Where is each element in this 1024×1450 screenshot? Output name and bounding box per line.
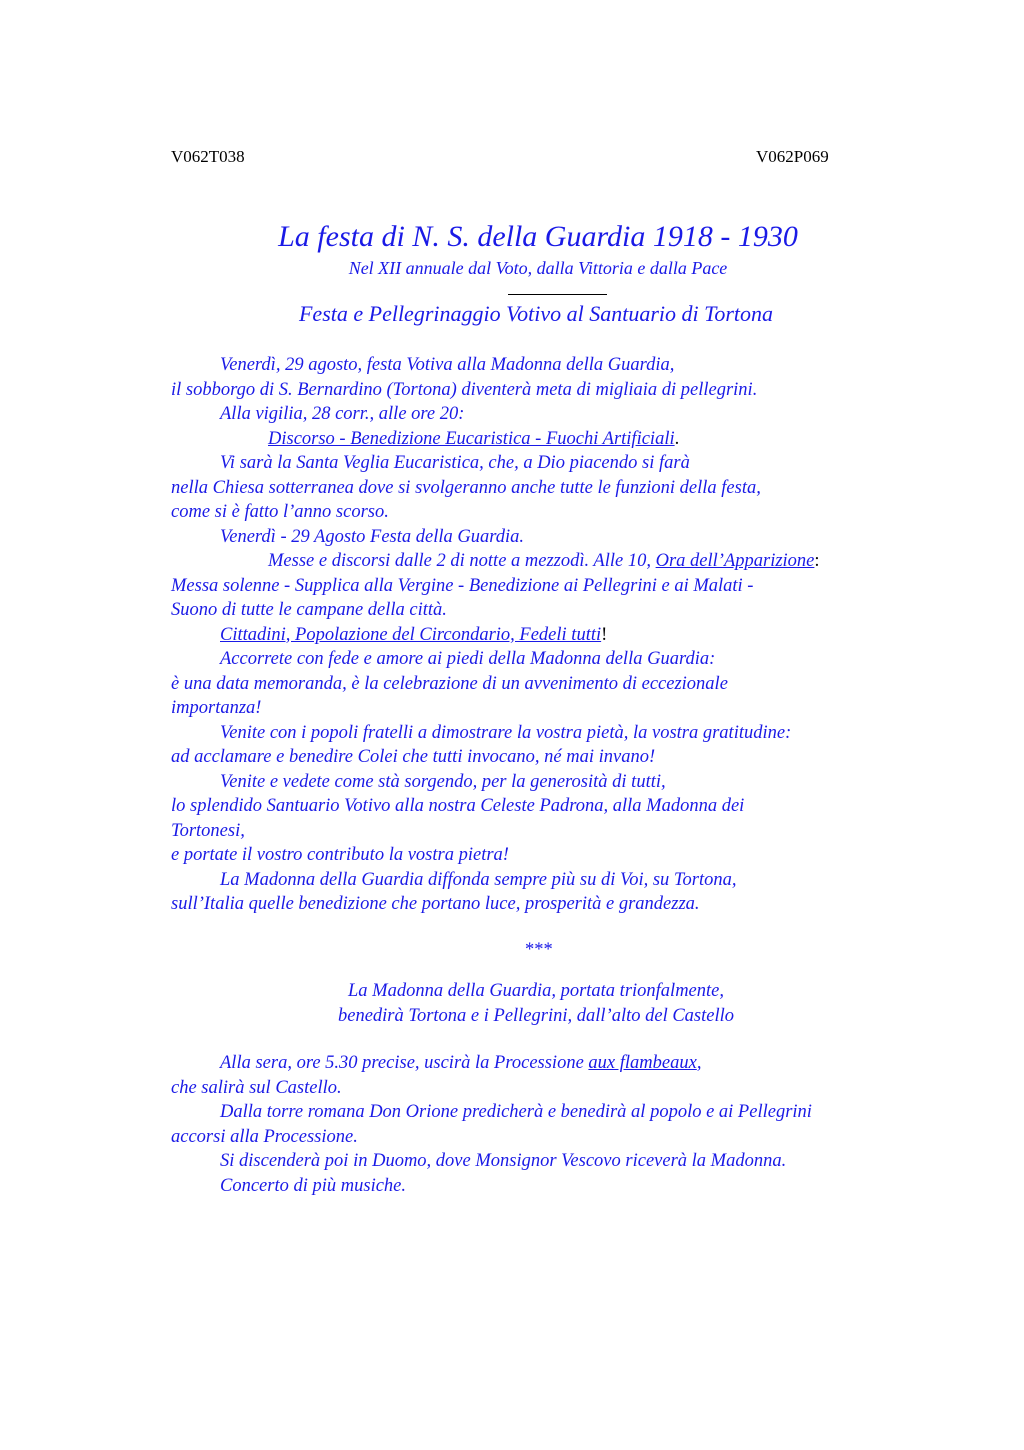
text-line: che salirà sul Castello.: [171, 1077, 342, 1098]
text-line: il sobborgo di S. Bernardino (Tortona) diventerà meta di migliaia di pellegrini.: [171, 379, 758, 400]
text-line: ad acclamare e benedire Colei che tutti invocano, né mai invano!: [171, 747, 656, 767]
underlined-text: Cittadini, Popolazione del Circondario, Fedeli tutti: [220, 624, 602, 645]
underlined-text: Ora dell’Apparizione: [655, 551, 815, 571]
section-separator: ***: [524, 940, 552, 960]
page-title: La festa di N. S. della Guardia 1918 - 1930: [278, 220, 798, 253]
punctuation: ,: [696, 1053, 702, 1073]
text-line: Accorrete con fede e amore ai piedi della Madonna della Guardia:: [220, 649, 716, 669]
text-line: Si discenderà poi in Duomo, dove Monsignor Vescovo riceverà la Madonna.: [220, 1151, 787, 1171]
text-line: Venite e vedete come stà sorgendo, per la generosità di tutti,: [220, 771, 666, 792]
divider-rule: [508, 294, 607, 295]
text-line: [171, 427, 911, 452]
text-line: Concerto di più musiche.: [220, 1175, 407, 1196]
text-line: Vi sarà la Santa Veglia Eucaristica, che, a Dio piacendo si farà: [220, 453, 690, 473]
text-line: [171, 549, 911, 574]
punctuation: .: [674, 428, 680, 449]
text-line: La Madonna della Guardia diffonda sempre più su di Voi, su Tortona,: [220, 869, 737, 890]
page-subtitle: Nel XII annuale dal Voto, dalla Vittoria e dalla Pace: [348, 258, 728, 278]
text-line: come si è fatto l’anno scorso.: [171, 502, 389, 522]
document-code-left: V062T038: [171, 147, 245, 166]
procession-body: [171, 1051, 911, 1198]
text-line: sull’Italia quelle benedizione che portano luce, prosperità e grandezza.: [171, 894, 700, 914]
punctuation: !: [601, 624, 608, 645]
page-subheading: Festa e Pellegrinaggio Votivo al Santuario di Tortona: [298, 301, 773, 326]
text-line: è una data memoranda, è la celebrazione di un avvenimento di eccezionale: [171, 673, 728, 694]
text-line: [171, 623, 911, 648]
text-line: La Madonna della Guardia, portata trionfalmente,: [348, 981, 724, 1001]
text-line: [171, 1051, 911, 1076]
text-line: accorsi alla Processione.: [171, 1126, 358, 1147]
text-line: Dalla torre romana Don Orione predicherà e benedirà al popolo e ai Pellegrini: [220, 1102, 812, 1122]
text-line: Tortonesi,: [171, 820, 245, 841]
text-span: Alla sera, ore 5.30 precise, uscirà la Processione: [220, 1053, 589, 1073]
text-line: lo splendido Santuario Votivo alla nostra Celeste Padrona, alla Madonna dei: [171, 796, 745, 816]
text-line: Messa solenne - Supplica alla Vergine - Benedizione ai Pellegrini e ai Malati -: [171, 575, 754, 596]
centered-announcement: [0, 979, 1024, 1028]
text-line: Alla vigilia, 28 corr., alle ore 20:: [220, 404, 465, 424]
text-line: Suono di tutte le campane della città.: [171, 600, 447, 620]
text-span: Messe e discorsi dalle 2 di notte a mezzodì. Alle 10,: [268, 551, 656, 571]
announcement-body: [171, 353, 911, 917]
punctuation: :: [814, 551, 820, 571]
text-line: Venite con i popoli fratelli a dimostrare la vostra pietà, la vostra gratitudine:: [220, 722, 792, 743]
text-line: Venerdì, 29 agosto, festa Votiva alla Madonna della Guardia,: [220, 355, 675, 375]
text-line: e portate il vostro contributo la vostra pietra!: [171, 845, 509, 865]
text-line: Venerdì - 29 Agosto Festa della Guardia.: [220, 526, 525, 547]
text-line: importanza!: [171, 698, 262, 718]
document-code-right: V062P069: [756, 147, 829, 166]
text-line: benedirà Tortona e i Pellegrini, dall’alto del Castello: [337, 1005, 734, 1026]
underlined-text: Discorso - Benedizione Eucaristica - Fuochi Artificiali: [268, 428, 675, 449]
text-line: nella Chiesa sotterranea dove si svolgeranno anche tutte le funzioni della festa,: [171, 477, 761, 498]
underlined-text: aux flambeaux: [588, 1053, 697, 1073]
